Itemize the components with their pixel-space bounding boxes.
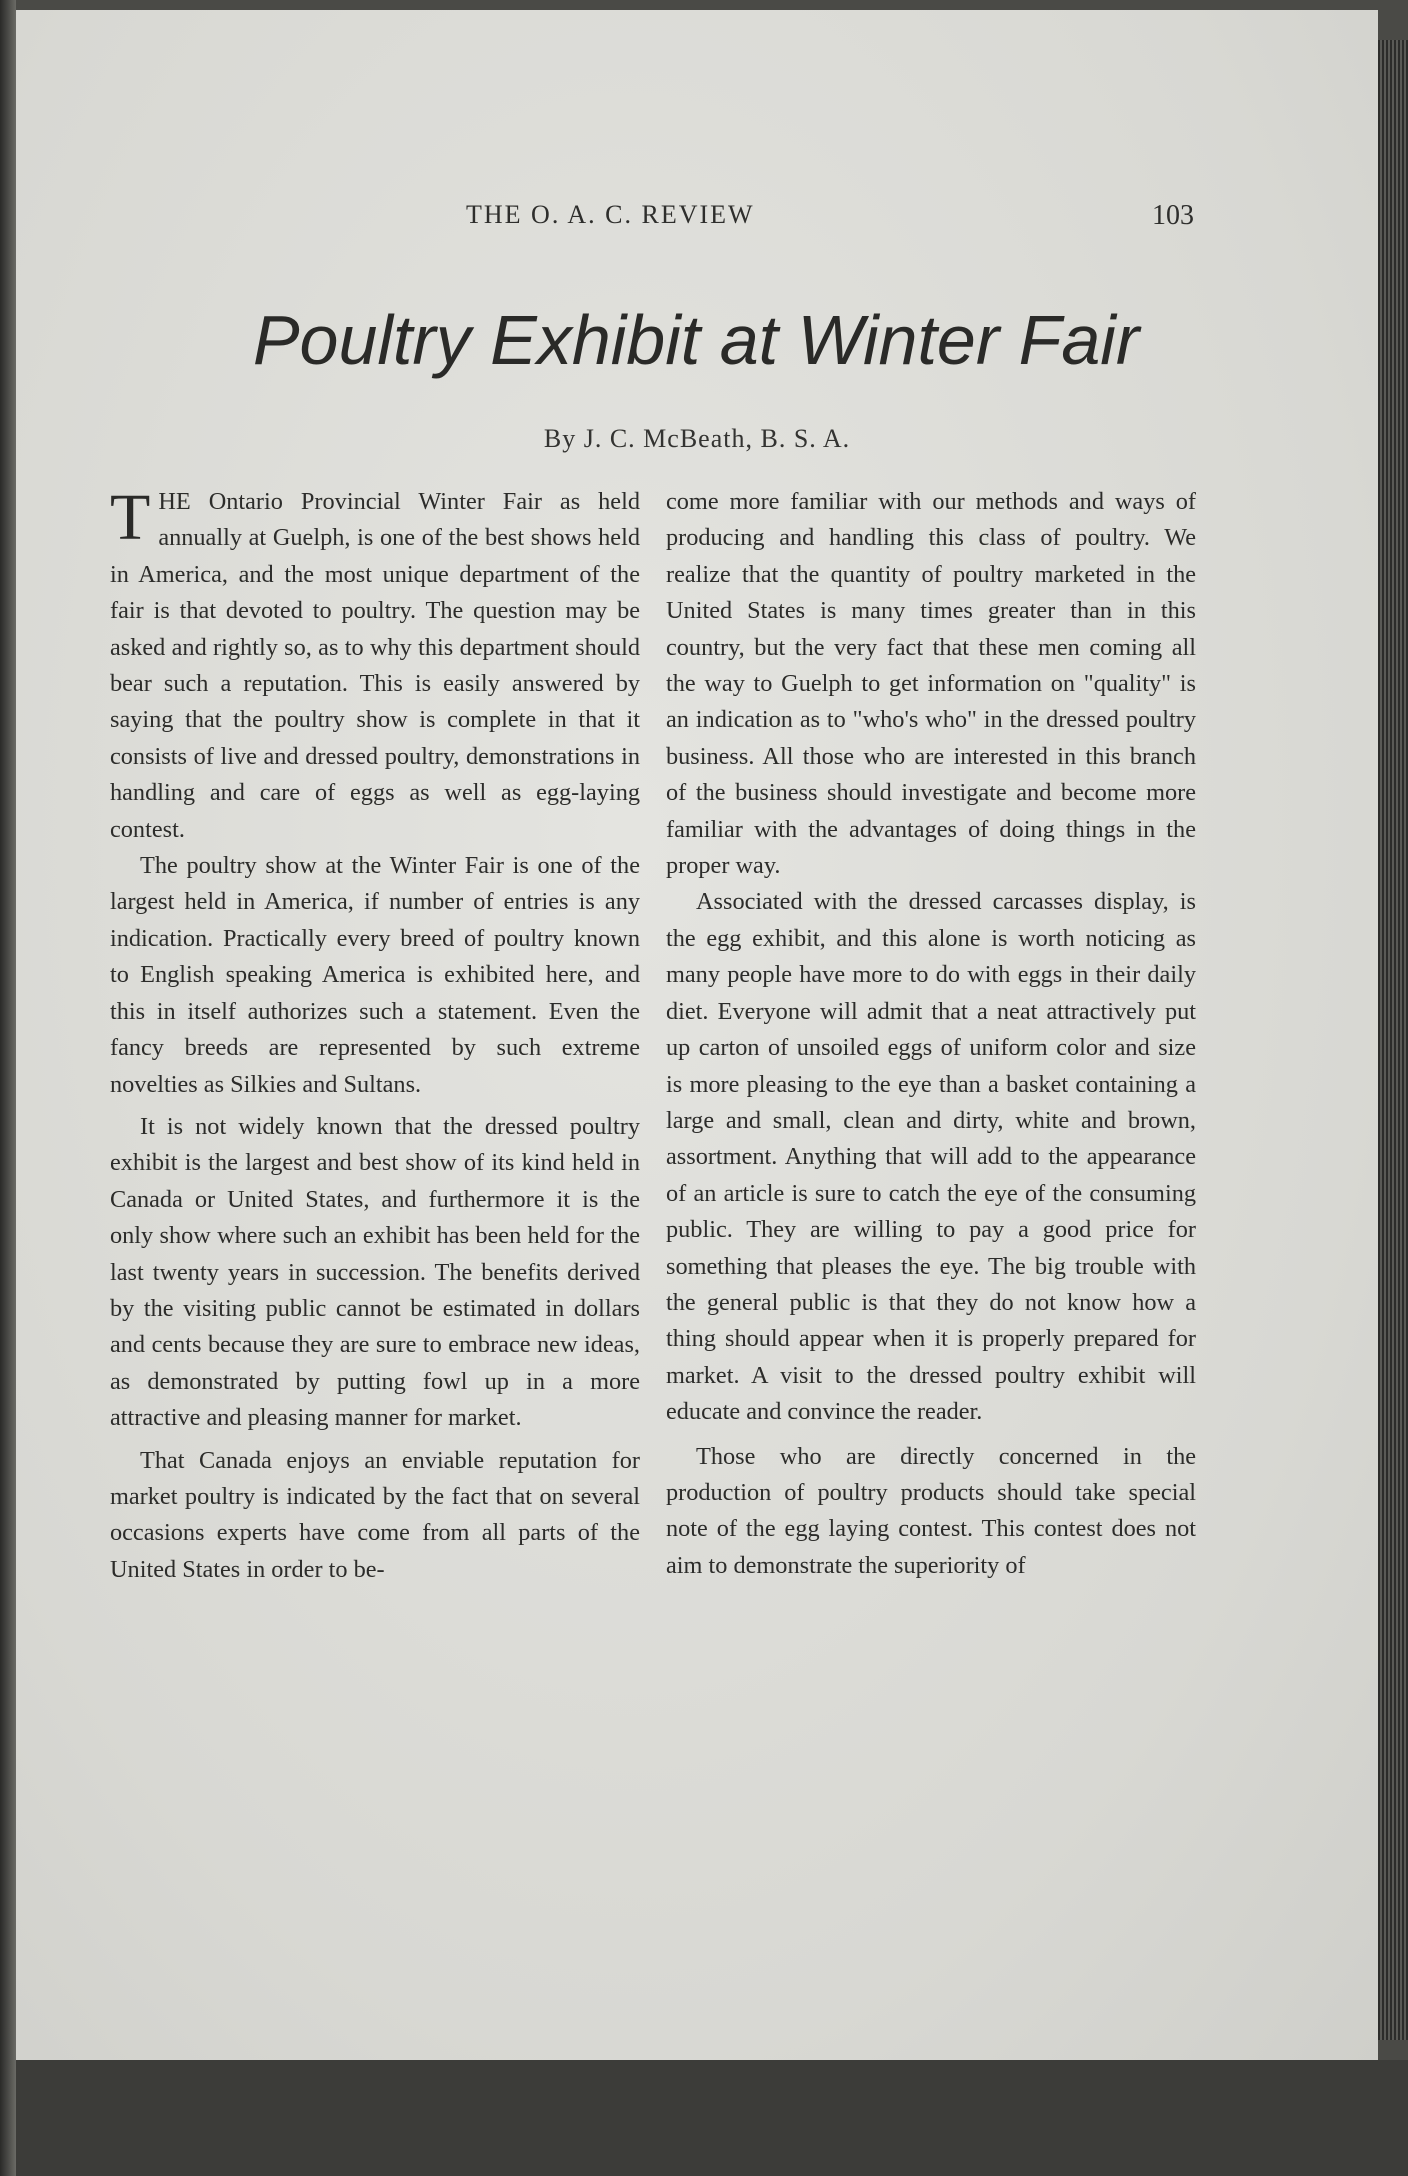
left-column [110, 481, 640, 1588]
paragraph-text: HE Ontario Provincial Winter Fair as held annually at Guelph, is one of the best shows held in America, and the most unique department of the fair is that devoted to poultry. The question may be asked and rightly so, as to why this department should bear such a reputation. This is easily answered by saying that the poultry show is complete in that it consists of live and dressed poultry, demonstrations in handling and care of eggs as well as egg-laying contest. [110, 488, 640, 843]
paragraph: The poultry show at the Winter Fair is one of the largest held in America, if number of entries is any indication. Practically every breed of poultry known to English speaking America is exhibited here, and this in itself authorizes such a statement. Even the fancy breeds are represented by such extreme novelties as Silkies and Sultans. [110, 852, 640, 1098]
article-byline: By J. C. McBeath, B. S. A. [543, 424, 851, 453]
page-edges [1378, 40, 1408, 2040]
paragraph: come more familiar with our methods and ways of producing and handling this class of poultry. We realize that the quantity of poultry marketed in the United States is many times greater than in this country, but the very fact that these men coming all the way to Guelph to get information on "quality" is an indication as to "who's who" in the dressed poultry business. All those who are interested in this branch of the business should investigate and become more familiar with the advantages of doing things in the proper way. [666, 488, 1196, 880]
paragraph [110, 481, 640, 848]
paragraph: Associated with the dressed carcasses display, is the egg exhibit, and this alone is worth noticing as many people have more to do with eggs in their daily diet. Everyone will admit that a neat attractively put up carton of unsoiled eggs of uniform color and size is more pleasing to the eye than a basket containing a large and small, clean and dirty, white and brown, assortment. Anything that will add to the appearance of an article is sure to catch the eye of the consuming public. They are willing to pay a good price for something that pleases the eye. The big trouble with the general public is that they do not know how a thing should appear when it is properly prepared for market. A visit to the dressed poultry exhibit will educate and convince the reader. [666, 888, 1196, 1426]
paragraph: That Canada enjoys an enviable reputation for market poultry is indicated by the fact that on several occasions experts have come from all parts of the United States in order to be- [110, 1446, 640, 1583]
page-shadow [16, 2060, 1408, 2176]
page-number: 103 [1152, 200, 1194, 231]
paragraph: Those who are directly concerned in the production of poultry products should take special note of the egg laying contest. This contest does not aim to demonstrate the superiority of [666, 1442, 1196, 1579]
paragraph: It is not widely known that the dressed poultry exhibit is the largest and best show of its kind held in Canada or United States, and furthermore it is the only show where such an exhibit has been held for the last twenty years in succession. The benefits derived by the visiting public cannot be estimated in dollars and cents because they are sure to embrace new ideas, as demonstrated by putting fowl up in a more attractive and pleasing manner for market. [110, 1112, 640, 1432]
book-gutter [0, 0, 16, 2176]
journal-name: THE O. A. C. REVIEW [466, 200, 755, 229]
book-page [16, 10, 1378, 2060]
drop-cap: T [110, 481, 151, 554]
right-column [666, 484, 1196, 1584]
article-title: Poultry Exhibit at Winter Fair [252, 301, 1140, 379]
running-head [16, 200, 1378, 240]
